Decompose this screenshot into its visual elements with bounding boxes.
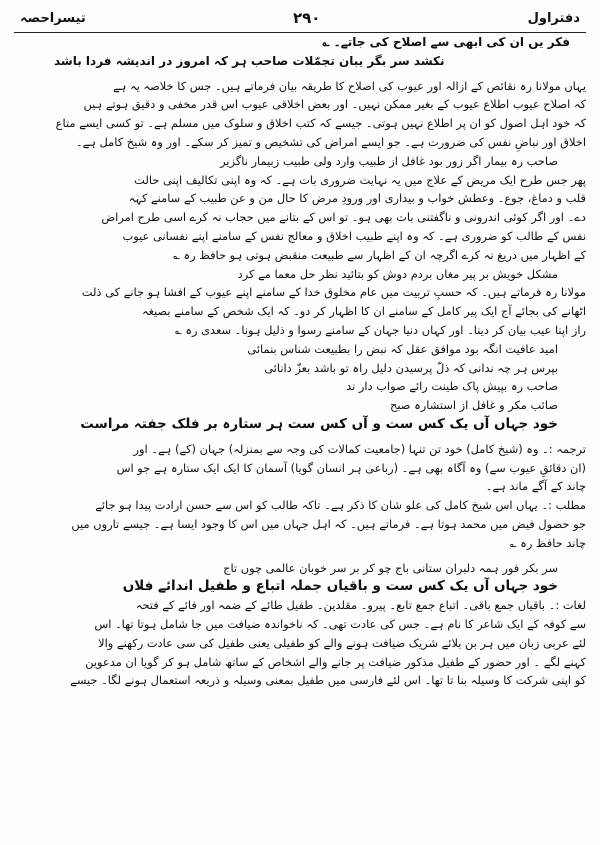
page-number: ۲۹۰ [292,9,321,27]
text-line: نفس کے طالب کو ضروری ہے۔ کہ وہ اپنے طبیب اخلاق و معالج نفس کے سامنے اپنے نفسانی عیوب [122,228,586,243]
verse-line: سر بکر فور ہمہ دلبران ستانی باج چو کر بر سر خوبان عالمی چوں تاج [223,560,558,575]
text-line: اخلاق اور نباضِ نفس کی ضرورت ہے۔ جو ایسے امراض کی تشخیص و تمیز کر سکے۔ اور وہ شیخ کامل ہے۔ [75,134,586,149]
glossary-line: سے کوفہ کے ایک شاعر کا نام ہے۔ جس کی عادت تھی۔ کہ ناخواندہ ضیافت میں جا شامل ہوتا تھا۔ اس [94,616,586,631]
verse-line: بپرس ہر چہ ندانی کہ ذلّ پرسیدن دلیل راہ تو باشد بعزّ دانائی [264,360,558,375]
meaning-line: جو حصول فیض میں محمد ہوتا ہے۔ فرماتے ہیں۔ کہ اہل جہاں میں اس کا وجود ایسا ہے۔ جیسے تاروں میں [71,516,586,531]
glossary-line: کو اپنی شرکت کا وسیلہ بنا تا تھا۔ اس لئے فارسی میں طفیل بمعنی وسیلہ و ذریعہ استعمال ہونے لگا۔ جیسے [70,673,586,688]
page-header [14,6,586,33]
glossary-line: کہنے لگے ۔ اور حضور کے طفیل مذکور ضیافت پر جانے والے اشخاص کے ساتھ شامل ہو کر گویا ان مدعوین [85,654,586,669]
text-line: راز اپنا عیب بیان کر دینا۔ اور کہاں دنیا جہان کے سامنے رسوا و ذلیل ہونا۔ سعدی رہ ؎ [175,322,586,337]
text-line: اٹھانے کی بجائے آج ایک پیر کامل کے سامنے ان کا اظہار کر دو۔ کہ ایک شخص کے سامنے بصیغہ [141,304,586,319]
verse-line: صائب مکر و غافل از استشارہ صبح [390,398,558,413]
meaning-line: مطلب :۔ یہاں اس شیخ کامل کی علو شان کا ذکر ہے۔ تاکہ طالب کو اس سے حسن ارادت پیدا ہو جائے [95,498,586,513]
text-line: مولانا رہ فرماتے ہیں۔ کہ حسبِ تربیت میں عام مخلوق خدا کے سامنے اپنے عیوب کے افشا ہو جانے کی ذلت [81,285,586,300]
verse-line: صاحب رہ بپیش پاک طینت رائے صواب دار ند [346,379,558,394]
glossary-line: لغات :۔ باقیاں جمع باقی۔ اتباع جمع تابع۔ پیرو۔ مقلدین۔ طفیل طائے کے ضمہ اور فائے کے فتحہ [135,598,586,613]
text-line: یہاں مولانا رہ نقائص کے ازالہ اور عیوب کی اصلاح کا طریقہ بیان فرماتے ہیں۔ جس کا خلاصہ یہ ہے [112,78,586,93]
header-left-title: تیسراحصہ [20,10,86,26]
text-line: کہ خود اہل اصول کو ان پر اطلاع نہیں ہوتی۔ جیسے کہ کتب اخلاق و سلوک میں مسلم ہے۔ تو کسی ایسے متاع [55,116,586,131]
verse-heading: خود جہاں آں یک کس ست و آں کس ست ہر ستارہ بر فلک جفتہ مراست [80,415,558,432]
text-line: قلب و دماغ، جوع۔ وعطش خواب و بیداری اور ورودِ مرض کا حال من و عن طبیب کے سامنے کہہ [128,191,586,206]
verse-line: صاحب رہ بیمار اگر زور بود غافل از طبیب وارد ولی طبیب زبیمار ناگزیر [220,153,558,168]
verse-line: مشکل خویش بر پیر مغاں بردم دوش کو بتائید نظر حل معما مے کرد [237,266,558,281]
translation-line: (ان دقائقِ عیوب سے) وہ آگاہ بھی ہے۔ (رباعی ہر انسان گویا) آسمان کا ایک ایک ستارہ ہے جو اس [116,460,586,475]
translation-line: چاند کے آگے ماند ہے۔ [485,479,586,494]
verse-heading: خود جہاں آں یک کس ست و باقیاں جملہ اتباع و طفیل اندائے فلاں [122,578,558,595]
text-line: پھر جس طرح ایک مریض کے علاج میں یہ نہایت ضروری بات ہے۔ کہ وہ اپنی تکالیف اپنی حالت [134,172,586,187]
text-line: کہ اصلاح عیوب اطلاع عیوب کے بغیر ممکن نہیں۔ اور بعض اخلاقی عیوب اس قدر مخفی و دقیق ہوتے ہیں [83,97,586,112]
verse-line: امید عافیت انگہ بود موافق عقل کہ نبض را بطبیعت شناس بنمائی [247,341,558,356]
verse-line: فکر یں ان کی ابھی سے اصلاح کی جاتے۔ ؎ [322,35,570,49]
translation-line: ترجمہ :۔ وہ (شیخ کامل) خود تن تنہا (جامعیت کمالات کی وجہ سے بمنزلہ) جہان (کے) ہے۔ اور [133,441,586,456]
text-line: کے اظہار میں دریغ نہ کرے اگرچہ ان کے اظہار سے طبیعت منقبض ہوتی ہو حافظ رہ ؎ [173,247,586,262]
glossary-line: لئے عربی زبان میں ہر بن بلائے شریک ضیافت ہونے والے کو طفیلی یعنی طفیل کی سی عادت رکھنے والا [98,635,586,650]
verse-line: نکشد سر بگر یبان تجمّلات صاحب ہر کہ امروز در اندیشہ فردا باشد [54,53,445,68]
meaning-line: چاند حافظ رہ ؎ [509,535,586,550]
text-line: دے۔ اور اگر کوئی اندرونی و ناگفتنی بات بھی ہو۔ تو اس کے بتانے میں حجاب نہ کرے اسی طرح امراض [101,210,586,225]
header-right-title: دفتراول [527,10,580,26]
